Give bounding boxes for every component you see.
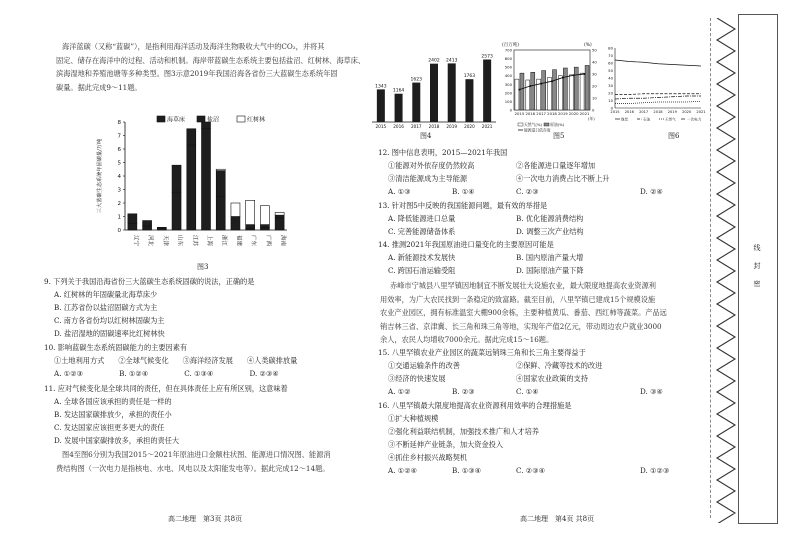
q10-option-a[interactable]: A. ①②③ [54,369,84,378]
legend-swatch [518,123,523,126]
q9-option-d[interactable]: D. 盐沼湿地的固碳速率比红树林快 [54,329,165,338]
bar-value-label: 1623 [410,77,423,83]
q13-option-b[interactable]: B. 优化能源消费结构 [516,214,584,223]
zigzag-path [717,18,735,523]
q16-item: ①扩大种植规模 [388,414,439,423]
series-line-一次电力 [615,96,701,99]
y-axis-label: 三大蓝碳生态系统年固碳量/万吨 [97,138,103,214]
q13-option-c[interactable]: C. 完善能源储备体系 [388,227,456,236]
x-tick-label: 2020 [682,110,692,114]
q13-option-d[interactable]: D. 调整三次产业结构 [516,227,584,236]
x-tick-label: 2018 [653,110,663,114]
legend-swatch [197,116,205,122]
y-left-tick: 700 [504,47,512,53]
x-tick-label: 2018 [428,124,440,129]
y-tick-label: 0 [610,105,613,111]
y-right-tick: 40 [592,59,597,65]
x-tick-label: 山东 [176,235,183,247]
y-tick-label: 8 [117,120,121,126]
series-line-石油 [615,94,701,95]
x-tick-label: 2016 [393,124,404,129]
legend-label: 一次电力 [687,117,702,122]
fig4-caption: 图4 [420,132,432,140]
series-line-天然气 [615,101,701,103]
q10-item: ②全球气候变化 [118,356,169,365]
q10-option-d[interactable]: D. ②③④ [249,369,279,378]
x-tick-label: 海南 [279,235,286,247]
y-tick-label: 6 [117,147,121,153]
legend-label: 红树林 [247,116,266,124]
q12-item: ④一次电力消费占比不断上升 [516,174,610,183]
bar-海草床 [187,145,196,230]
bar-consumption [563,68,567,110]
y-tick-label: 50 [608,68,613,73]
bar-2015 [377,89,385,122]
y-left-tick: 300 [504,81,512,87]
y-left-tick: 0 [509,107,512,113]
q12-option-b[interactable]: B. ①④ [452,187,475,196]
q15-option-c[interactable]: C. ①④ [516,387,539,396]
intro3-line: 用效率，为广大农民找到一条稳定的致富路。截至目前，八里罕镇已建成15个规模设施 [380,294,656,304]
dependency-point [540,83,542,85]
y-tick-label: 5 [117,160,121,167]
y-left-tick: 500 [504,64,512,70]
legend-label: 能源进口依存度 [524,127,551,133]
bar-红树林 [216,169,225,170]
q15-stem: 15. 八里罕镇农业产业园区的蔬菜远销珠三角和长三角主要得益于 [378,348,586,357]
intro-line: 海洋蓝碳（又称“蓝碳”），是指利用海洋活动及海洋生物吸收大气中的CO₂，并将其 [62,42,325,51]
bar-production [580,73,584,110]
intro3-line: 销吉林三省、京津冀、长三角和珠三角等地，实现年产值2亿元，带动周边农户就业3000 [380,321,662,331]
q13-option-a[interactable]: A. 降低能源进口总量 [388,214,456,223]
q12-option-d[interactable]: D. ②④ [640,187,663,196]
q12-item: ③清洁能源成为主导能源 [388,174,468,183]
intro-passage-3 [380,279,667,347]
legend-label: 天然气(%) [524,122,542,127]
binding-dashed-line [710,18,711,518]
y-tick-label: 10 [608,98,613,103]
y-tick-label: 4 [117,174,121,180]
legend-label: 天然气 [665,117,676,122]
legend-swatch [237,116,245,122]
intro3-line: 余人，农民人均增收7000余元。据此完成15～16题。 [380,335,554,344]
bar-value-label: 1164 [392,88,405,94]
q14-stem: 14. 推测2021年我国原油进口量变化的主要原因可能是 [378,240,554,249]
x-tick-label: 2017 [639,110,649,114]
y-left-tick: 400 [504,73,512,79]
q15-item: ④国家农业政策的支持 [516,374,588,383]
q11-option-c[interactable]: C. 发达国家应该担更多更大的责任 [54,423,165,432]
dependency-point [529,85,531,87]
question-11 [44,382,288,447]
bar-production [558,76,562,110]
q9-option-b[interactable]: B. 江苏省份以盐沼固碳方式为主 [54,303,158,312]
y-tick-label: 1 [117,214,121,221]
y-left-label: (百万吨) [502,43,520,48]
q10-item: ①土地利用方式 [54,356,105,365]
fig3-caption: 图3 [197,263,209,271]
dependency-point [562,77,564,79]
x-tick-label: 上海 [206,235,212,247]
y-right-tick: 30 [592,71,597,77]
bar-盐沼 [216,171,225,197]
x-tick-label: 2019 [667,110,677,114]
q16-stem: 16. 八里罕镇最大限度地提高农业资源利用效率的合理措施是 [378,401,572,410]
y-left-tick: 200 [504,90,512,96]
bar-consumption [574,67,578,110]
q14-option-a[interactable]: A. 新能源技术发展快 [388,253,456,262]
q15-option-a[interactable]: A. ①② [388,387,411,396]
x-tick-label: 广西 [264,235,271,247]
q10-option-b[interactable]: B. ①②④ [119,369,149,378]
bar-consumption [520,73,524,110]
x-tick-label: 2020 [568,111,579,116]
q10-stem: 10. 影响蓝碳生态系统固碳能力的主要因素有 [44,343,188,352]
left-footer: 高二地理 第3页 共8页 [168,515,243,523]
q14-option-c[interactable]: C. 跨国石油运输受阻 [388,266,456,275]
bar-consumption [531,72,535,110]
bar-value-label: 1343 [375,84,387,90]
intro-line: 碳量。据此完成9～11题。 [56,82,142,92]
intro-passage-1 [56,40,392,94]
q11-option-d[interactable]: D. 发展中国家碳排放多，承担的责任大 [54,436,180,445]
q15-item: ②保鲜、冷藏等技术的改进 [516,361,603,370]
q10-option-c[interactable]: C. ①③④ [184,369,214,378]
bar-value-label: 2573 [481,54,493,60]
bar-海草床 [275,218,284,230]
bar-value-label: 1763 [463,74,476,80]
fig4-chart [368,48,498,130]
question-13 [378,199,584,238]
intro3-line: 农业产业园区，拥有标准温室大棚900余栋，主要种植黄瓜、番茄、西红柿等蔬菜。产品远 [380,308,667,317]
bar-海草床 [202,129,211,230]
x-tick-label: 江苏 [191,235,198,247]
q11-option-b[interactable]: B. 发达国家碳排放少，承担的责任小 [54,410,172,419]
binding-frame [738,14,778,524]
x-tick-label: 浙江 [220,235,227,247]
q16-option-a[interactable]: A. ①②④ [388,466,418,475]
bar-2017 [412,83,420,122]
y-tick-label: 0 [117,228,121,234]
x-tick-label: 2015 [514,111,525,116]
bar-2020 [465,79,473,122]
y-right-tick: 0 [592,107,595,113]
bar-红树林 [231,203,240,217]
intro2-line: 费结构图（一次电力是指核电、水电、风电以及太阳能发电等）。据此完成12～14题。 [56,463,330,473]
q15-option-b[interactable]: B. ②③ [452,387,475,396]
q16-option-b[interactable]: B. ①③④ [452,466,482,475]
bar-production [569,75,573,110]
x-tick-label: 2017 [410,124,422,129]
x-tick-label: 2016 [525,111,536,116]
bar-盐沼 [231,217,240,231]
q9-option-a[interactable]: A. 红树林的年固碳量北海草床少 [54,290,158,299]
fig6-chart [605,40,707,135]
x-tick-label: 2019 [558,111,568,116]
q16-item: ③不断延伸产业链条，加大资金投入 [388,440,504,449]
bar-production [526,80,530,110]
q11-stem: 11. 应对气候变化是全球共同的责任，但在具体责任上应有所区别，这意味着 [44,384,288,393]
bar-海草床 [128,223,137,230]
binding-label-top: 线 [753,244,761,251]
x-tick-label: 辽宁 [132,235,139,247]
q9-option-c[interactable]: C. 南方各省份均以红树林固碳为主 [54,316,165,325]
x-tick-label: 2021 [696,110,706,114]
x-tick-label: 福建 [235,235,242,247]
x-tick-label: 广东 [250,235,257,247]
bar-2019 [448,63,456,122]
y-tick-label: 30 [608,83,613,88]
bar-2016 [395,94,403,122]
bar-consumption [542,71,546,110]
bar-红树林 [260,206,269,225]
bar-consumption [553,70,557,110]
y-tick-label: 2 [117,201,121,207]
bar-海草床 [216,196,225,230]
legend-label: 原油(%) [550,122,565,127]
bar-consumption [585,65,589,110]
x-tick-label: 2019 [446,124,458,129]
x-tick-label: 2021 [579,111,590,116]
x-tick-label: 2021 [481,124,493,129]
q12-stem: 12. 图中信息表明，2015—2021年我国 [378,148,508,157]
q14-option-d[interactable]: D. 国际原油产量下降 [516,266,584,275]
q15-item: ①交通运输条件的改善 [388,361,460,370]
question-10 [44,341,297,380]
fig5-chart [500,40,604,135]
bar-2021 [483,60,491,122]
bar-2018 [430,64,438,122]
x-tick-label: 2016 [624,110,634,114]
x-tick-label: 天津 [161,235,168,247]
bar-value-label: 2413 [445,58,458,64]
y-right-tick: 10 [592,95,597,101]
binding-label-bot: 密 [753,280,761,287]
series-line-煤炭 [615,60,701,66]
question-14 [378,238,584,277]
y-tick-label: 3 [117,187,121,194]
x-tick-label: 2018 [547,111,557,116]
q12-item: ②各能源进口量逐年增加 [516,161,596,170]
x-tick-label: 2015 [375,124,387,129]
legend-swatch [157,116,165,122]
y-right-label: (%) [584,43,592,48]
intro2-line: 图4至图6分别为我国2015～2021年原油进口金额柱状图、能源进口情况图、能源消 [62,450,331,459]
q10-item: ④人类碳排放量 [246,356,298,365]
bar-海草床 [172,192,181,230]
q16-item: ②强化利益联结机制，加强技术推广和人才培养 [388,427,539,436]
bar-红树林 [275,212,284,215]
q11-option-a[interactable]: A. 全球各国应该承担的责任是一样的 [54,397,172,406]
x-tick-label: 河北 [147,235,154,247]
intro3-line: 赤峰市宁城县八里罕镇因地制宜不断发展壮大设施农业，最大限度地提高农业资源利 [390,281,656,290]
bar-盐沼 [157,227,166,228]
bar-盐沼 [246,225,255,229]
legend-label: 海草床 [167,116,186,124]
q16-item: ④抓住乡村振兴战略契机 [388,453,468,462]
bar-盐沼 [172,165,181,192]
legend-label: 煤炭 [621,117,629,122]
y-left-tick: 100 [504,98,512,104]
y-tick-label: 70 [608,53,613,58]
plot-frame [514,50,590,110]
q15-option-d[interactable]: D. ③④ [640,387,663,396]
q12-option-a[interactable]: A. ①③ [388,187,411,196]
y-right-tick: 50 [592,47,597,53]
y-right-tick: 20 [592,83,597,89]
question-16 [378,399,669,477]
x-suffix: (年) [588,116,595,121]
bar-海草床 [260,227,269,230]
x-tick-label: 2017 [536,111,546,116]
q15-item: ③经济的快速发展 [388,374,446,383]
q12-option-c[interactable]: C. ②③ [516,187,539,196]
bar-盐沼 [143,221,152,226]
q9-stem: 9. 下列关于我国沿海省份三大蓝碳生态系统固碳的说法，正确的是 [44,277,255,286]
bar-value-label: 2402 [428,58,440,64]
y-tick-label: 40 [608,75,613,81]
bar-盐沼 [187,129,196,145]
fig6-caption: 图6 [668,132,680,140]
fig5-caption: 图5 [553,132,565,140]
bar-红树林 [246,200,255,224]
question-9 [44,275,254,340]
intro-line: 固定、储存在海洋中的过程、活动和机制。海岸带蓝碳生态系统主要包括盐沼、红树林、海草床、 [56,55,366,65]
legend-label: 石油 [643,117,651,122]
intro-line: 滨海湿地和养殖池塘等多种类型。图3示意2019年我国沿海各省份三大蓝碳生态系统年固 [56,69,338,78]
x-tick-label: 2020 [464,124,475,129]
q14-option-b[interactable]: B. 国内原油产量大增 [516,253,584,262]
dependency-point [551,80,553,82]
dependency-point [573,74,575,76]
dependency-point [584,73,586,75]
y-tick-label: 80 [608,45,613,51]
q16-option-c[interactable]: C. ②③④ [516,466,546,475]
q16-option-d[interactable]: D. ①②③ [640,466,670,475]
bar-盐沼 [260,225,269,228]
bar-海草床 [143,226,152,230]
bar-production [515,79,519,110]
legend-swatch [544,123,549,126]
y-tick-label: 7 [117,133,121,140]
bar-盐沼 [275,215,284,218]
q12-item: ①能源对外依存度仍然较高 [388,161,475,170]
y-tick-label: 20 [608,90,613,96]
binding-label-mid: 封 [753,262,761,269]
q10-item: ③海洋经济发展 [182,356,233,365]
legend-label: 盐沼 [207,116,220,124]
bar-盐沼 [128,214,137,223]
question-15 [378,346,663,398]
x-tick-label: 2015 [610,110,620,114]
question-12 [378,146,663,198]
q13-stem: 13. 针对图5中反映的我国能源问题，最有效的举措是 [378,201,548,210]
y-tick-label: 60 [608,60,613,66]
fig3-chart [95,112,295,252]
intro-passage-2 [56,448,331,475]
y-left-tick: 600 [504,56,512,62]
right-footer: 高二地理 第4页 共8页 [520,515,595,523]
dependency-point [518,89,520,91]
